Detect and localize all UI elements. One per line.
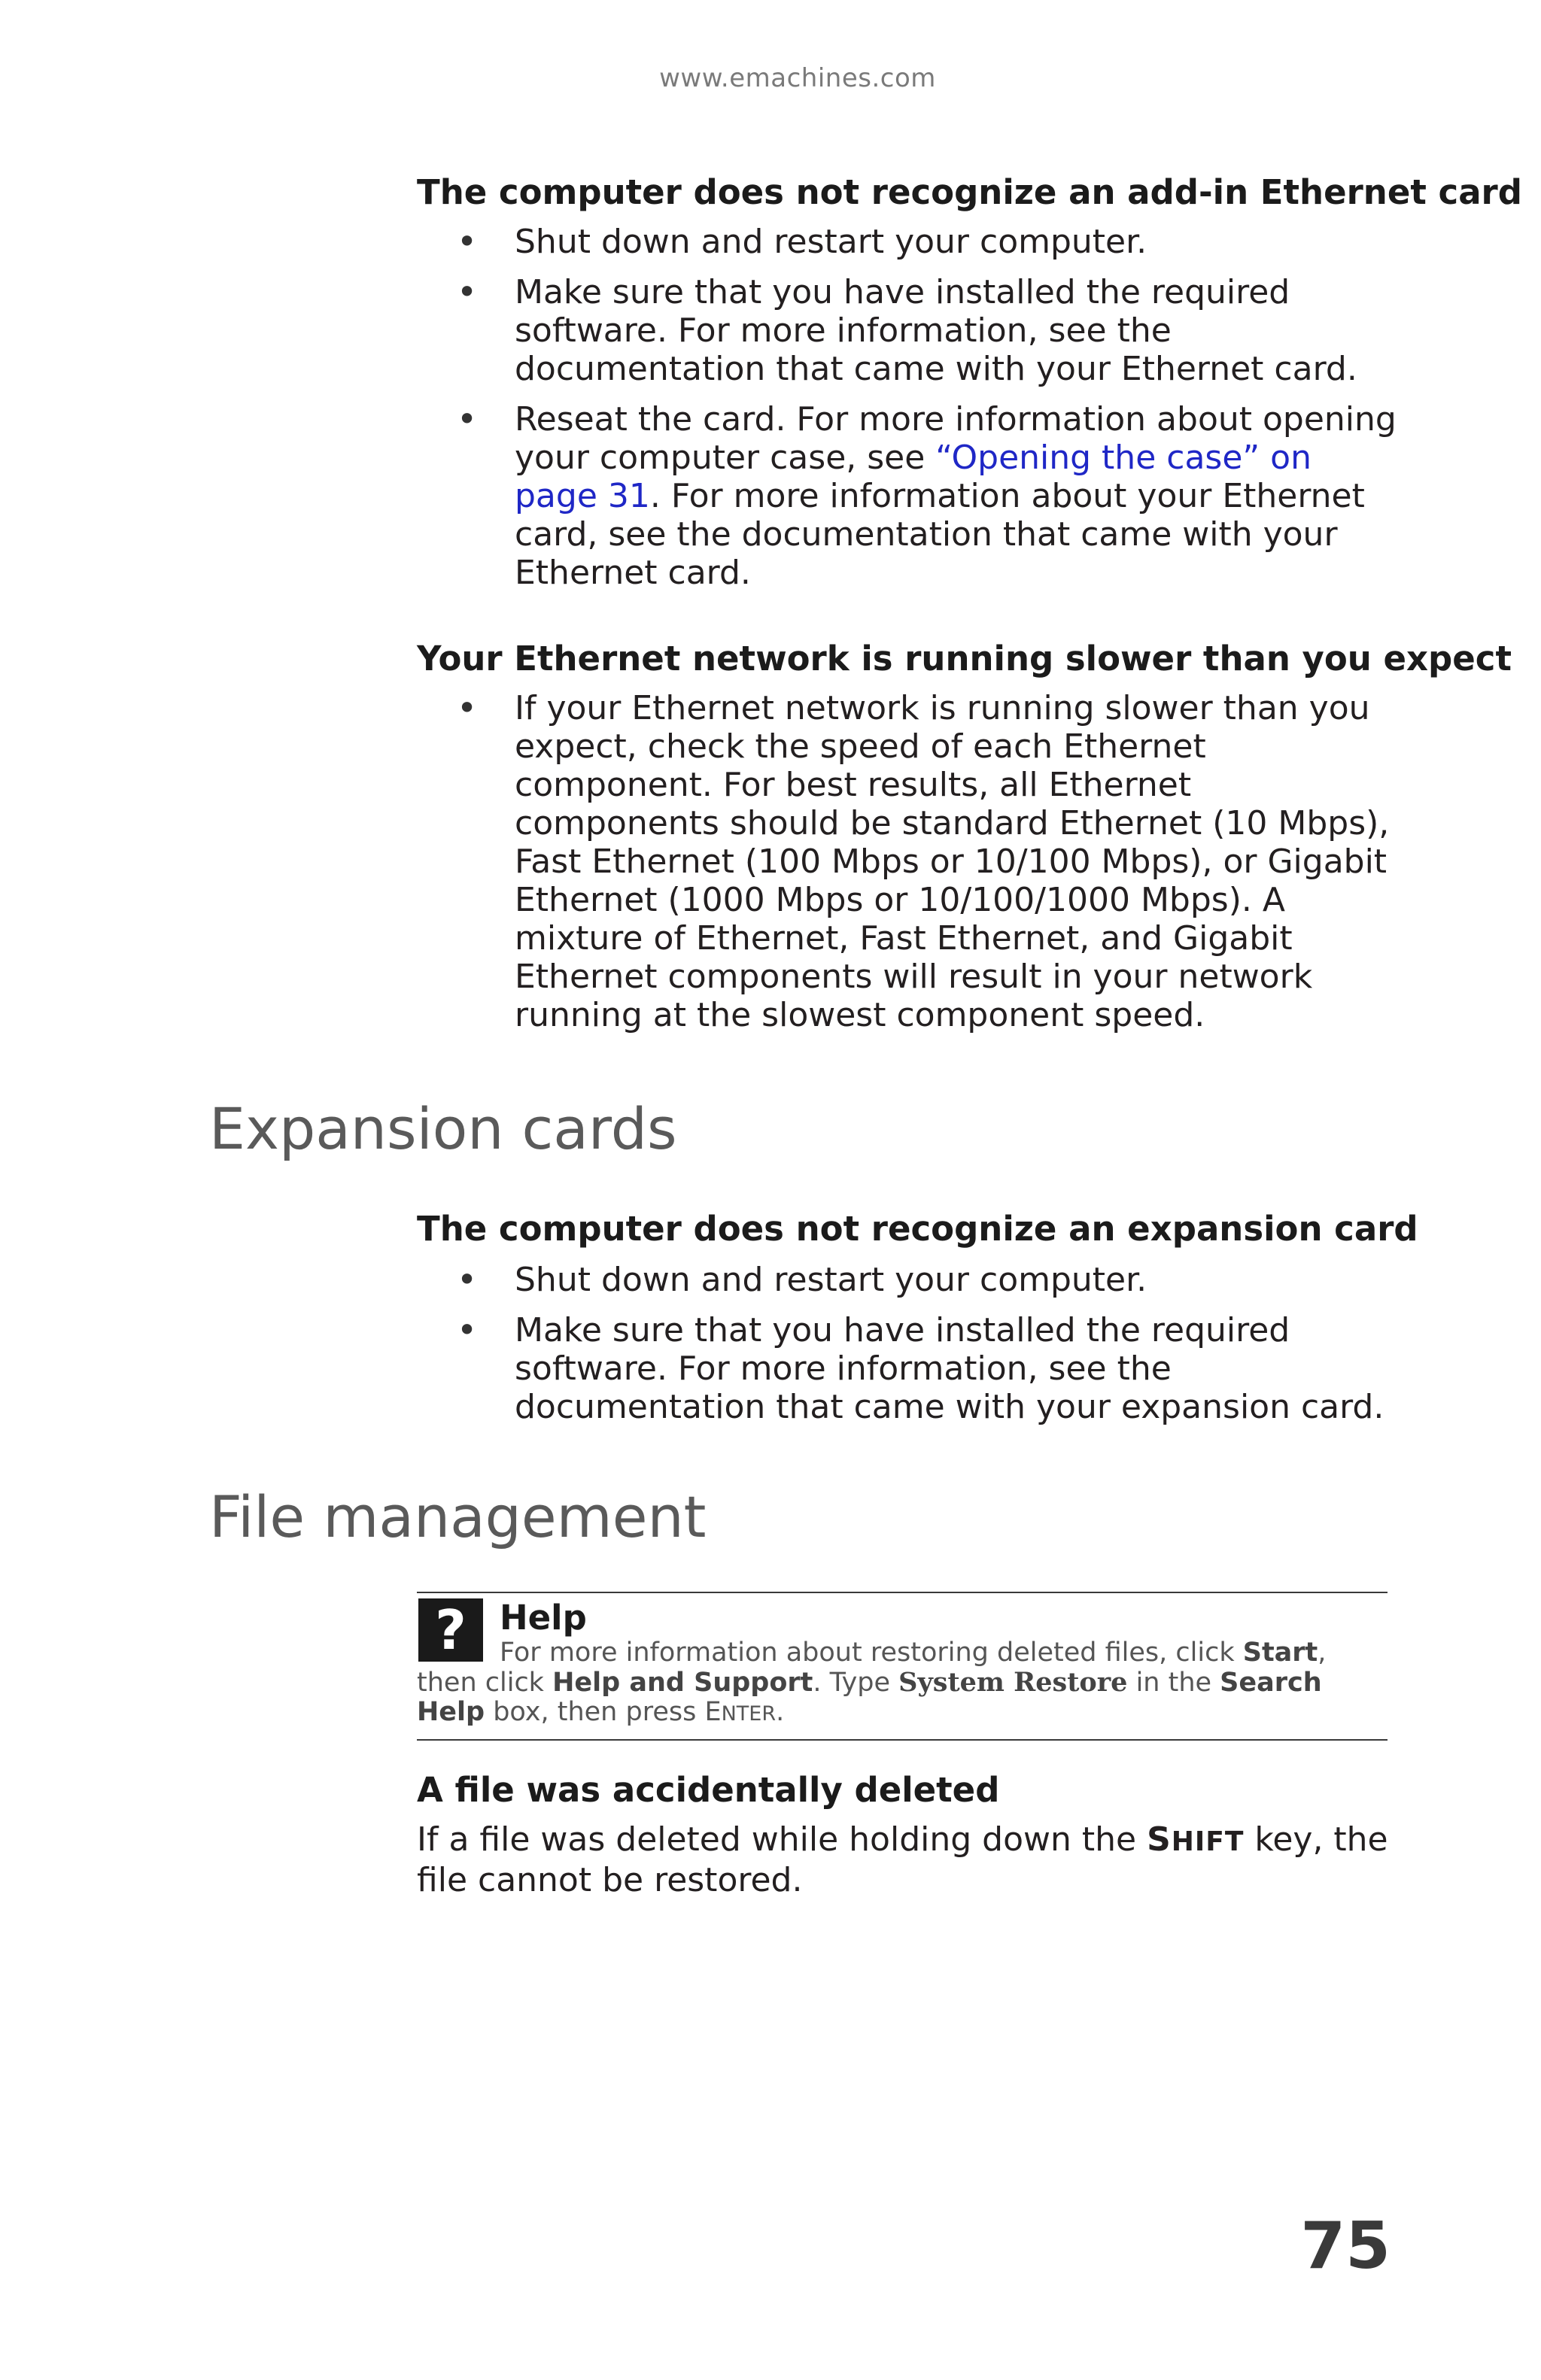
heading-ethernet-card: The computer does not recognize an add-in Ethernet card	[417, 172, 1522, 212]
help-box	[417, 1592, 1388, 1741]
bullet-icon: •	[457, 221, 478, 262]
bullet-icon: •	[457, 272, 478, 312]
ethernet-card-list	[417, 223, 1403, 604]
file-deleted-paragraph	[417, 1820, 1395, 1899]
paragraph-text: key, the file cannot be restored.	[417, 1820, 1388, 1899]
start-term: Start	[1242, 1638, 1318, 1668]
shift-key-label: SHIFT	[1147, 1820, 1245, 1859]
heading-ethernet-slow: Your Ethernet network is running slower than you expect	[417, 639, 1512, 678]
bullet-icon: •	[457, 688, 478, 728]
heading-file-deleted: A file was accidentally deleted	[417, 1770, 1000, 1810]
help-text-part: , then click	[417, 1638, 1327, 1698]
section-title-file-management: File management	[209, 1483, 707, 1550]
section-title-expansion-cards: Expansion cards	[209, 1095, 677, 1162]
help-and-support-term: Help and Support	[552, 1668, 813, 1698]
help-text-part: box, then press	[485, 1697, 705, 1727]
list-item	[417, 223, 1403, 261]
heading-expansion-card: The computer does not recognize an expansion card	[417, 1209, 1418, 1249]
list-item	[417, 400, 1403, 592]
list-item-text: Shut down and restart your computer.	[515, 223, 1147, 261]
list-item	[417, 1261, 1403, 1299]
system-restore-term: System Restore	[898, 1667, 1128, 1698]
help-text-part: . Type	[813, 1668, 899, 1698]
question-mark-icon: ?	[418, 1598, 483, 1662]
expansion-card-list	[417, 1261, 1403, 1438]
site-url-header: www.emachines.com	[659, 63, 936, 93]
ethernet-slow-list	[417, 689, 1403, 1046]
list-item-text-after-link: . For more information about your Ethernet card, see the documentation that came with your Ethernet card.	[515, 477, 1365, 592]
enter-key-label: ENTER	[704, 1697, 777, 1727]
list-item-text: Shut down and restart your computer.	[515, 1261, 1147, 1299]
list-item-text-before-link: Reseat the card. For more information about opening your computer case, see	[515, 400, 1397, 477]
list-item-text: Make sure that you have installed the required software. For more information, see the documentation that came with your Ethernet card.	[515, 273, 1357, 388]
list-item	[417, 1311, 1403, 1426]
list-item-text: If your Ethernet network is running slower than you expect, check the speed of each Ethernet component. For best results, all Ethernet components should be standard Ethernet (10 Mbps), Fast Ethernet (100 Mbps or 10/100 Mbps), or Gigabit Ethernet (1000 Mbps or 10/100/1000 Mbps). A mixture of Ethernet, Fast Ethernet, and Gigabit Ethernet components will result in your network running at the slowest component speed.	[515, 689, 1390, 1034]
bullet-icon: •	[457, 1259, 478, 1300]
list-item-text: Make sure that you have installed the required software. For more information, see the documentation that came with your expansion card.	[515, 1311, 1384, 1426]
opening-the-case-link[interactable]: “Opening the case” on page 31	[515, 439, 1312, 515]
search-help-term: Search Help	[417, 1668, 1322, 1727]
list-item	[417, 273, 1403, 388]
help-title: Help	[500, 1598, 587, 1638]
list-item	[417, 689, 1403, 1034]
bullet-icon: •	[457, 399, 478, 439]
page-number: 75	[1300, 2208, 1391, 2284]
help-text-part: in the	[1127, 1668, 1220, 1698]
help-text	[417, 1638, 1388, 1729]
bullet-icon: •	[457, 1310, 478, 1350]
help-text-part: For more information about restoring deleted files, click	[500, 1638, 1243, 1668]
help-text-part: .	[776, 1697, 785, 1727]
paragraph-text: If a file was deleted while holding down the	[417, 1820, 1147, 1859]
